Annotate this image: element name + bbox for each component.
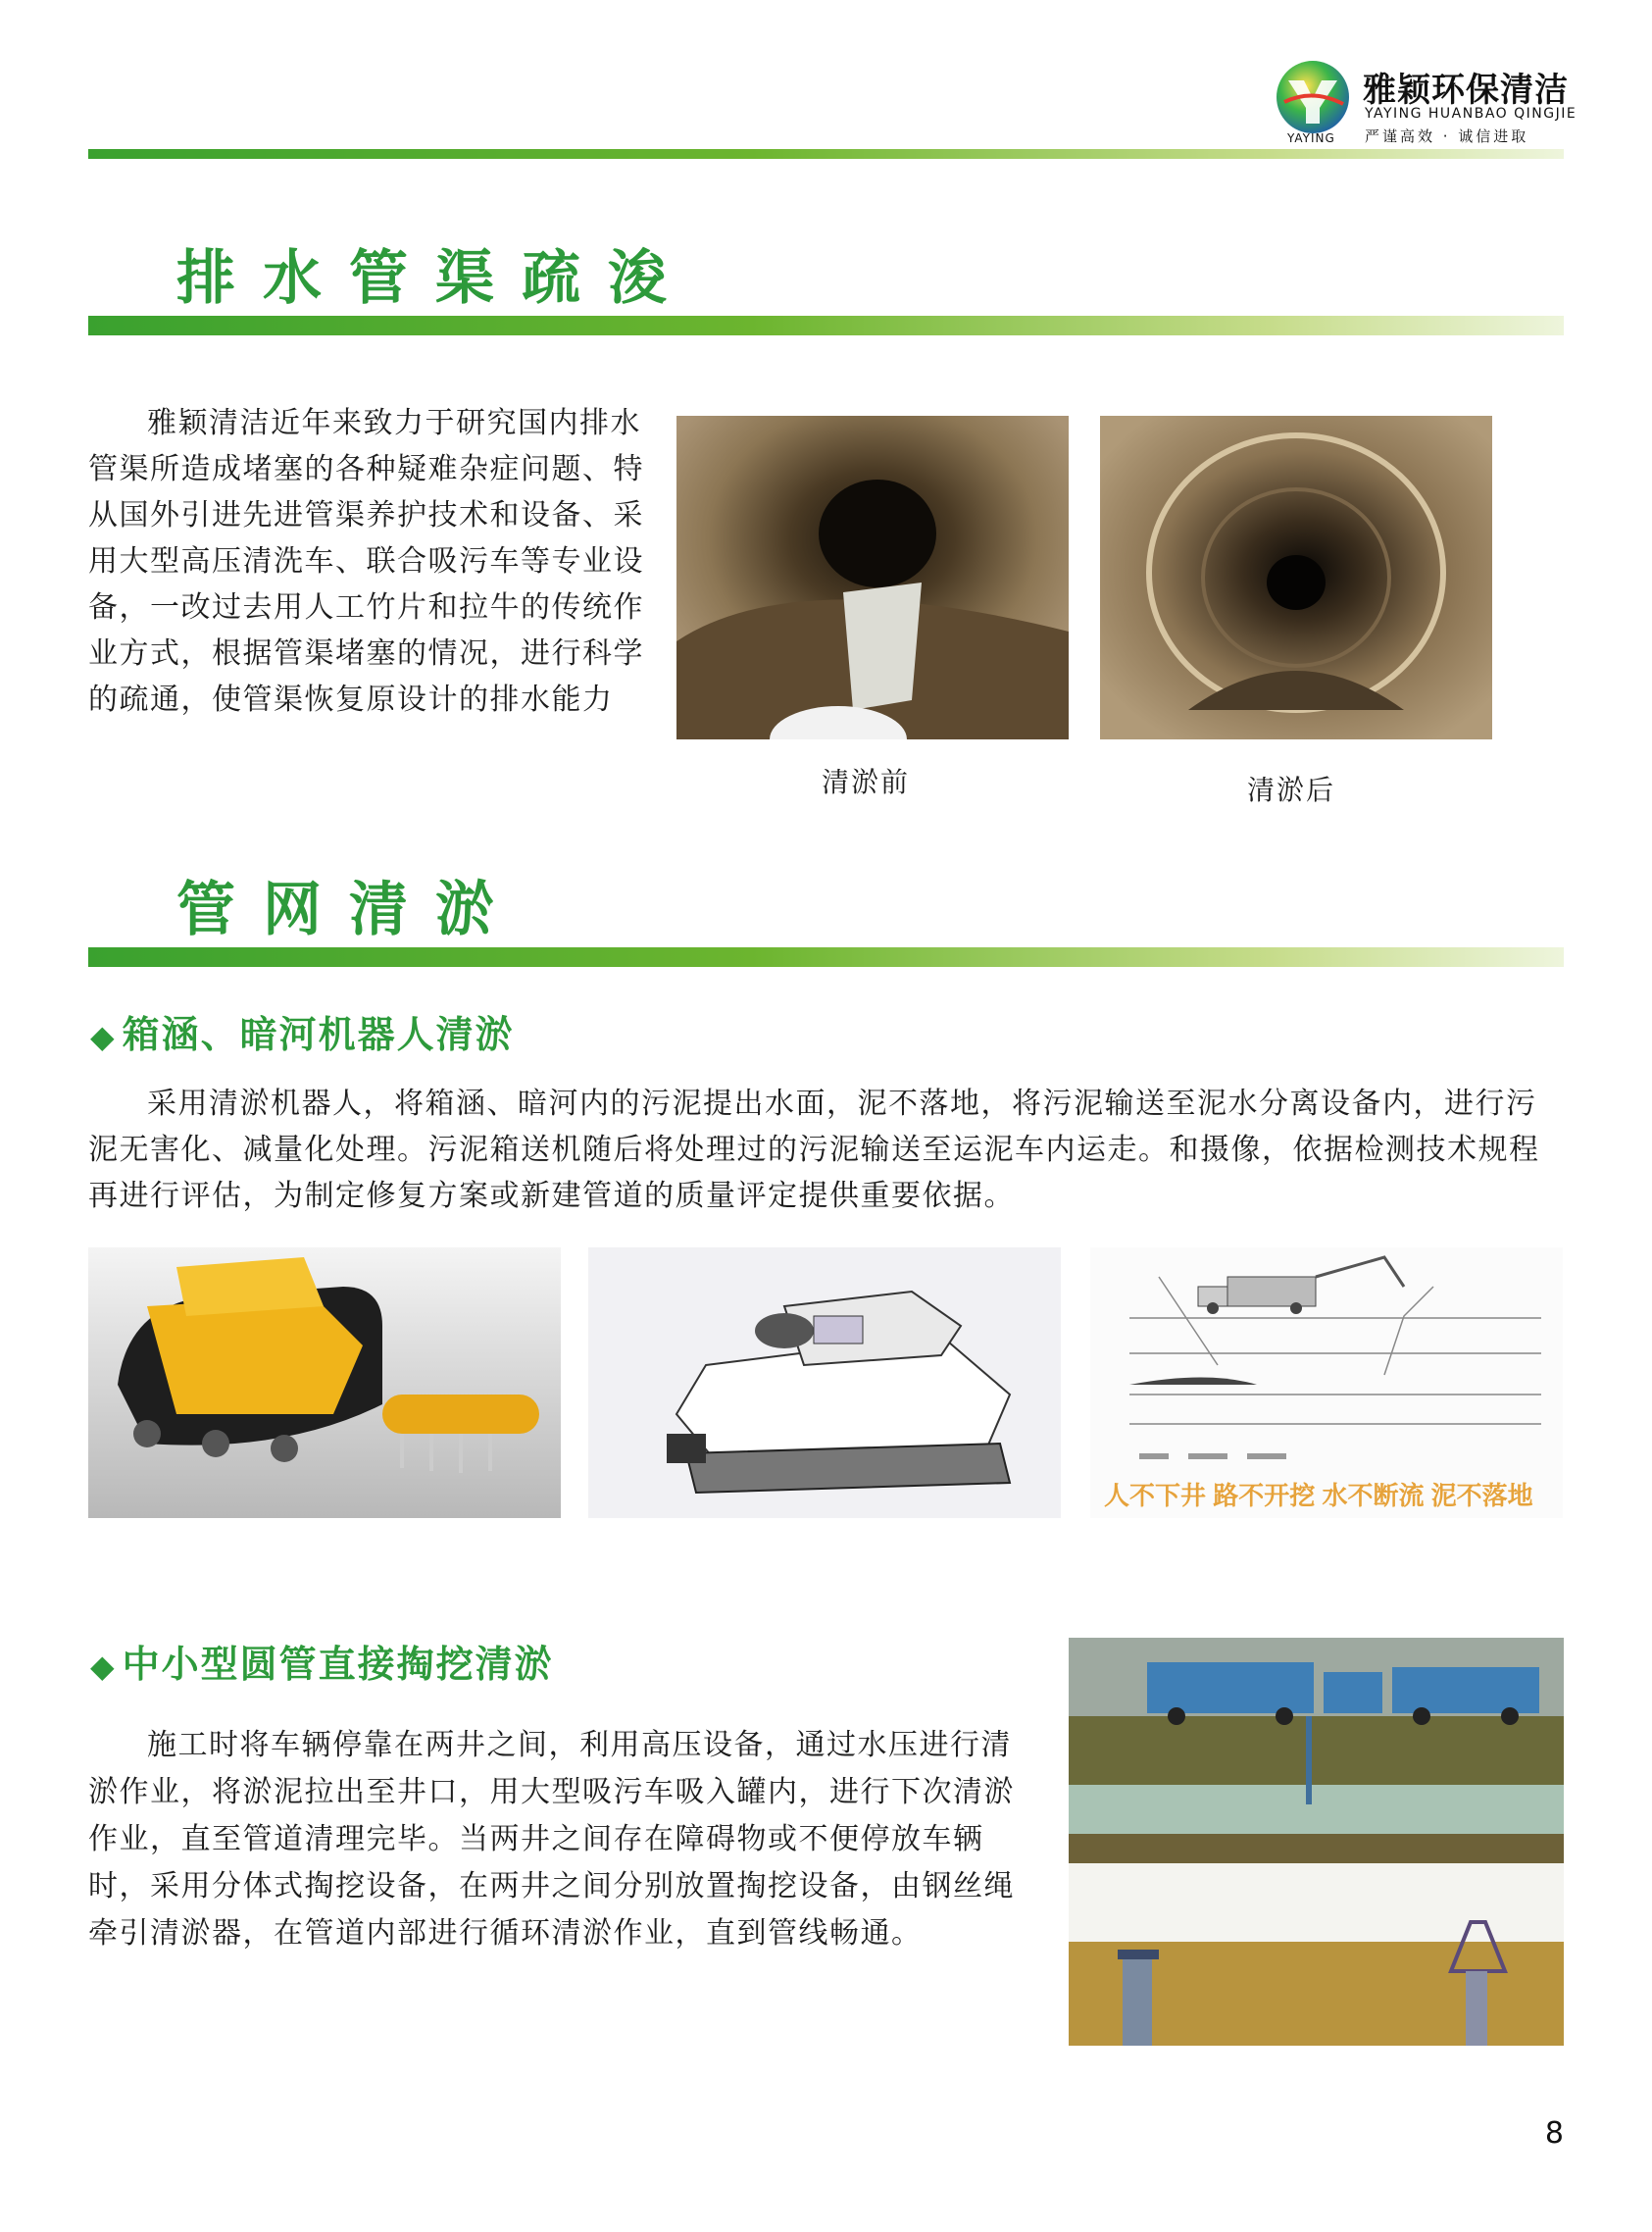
logo-chinese-name: 雅颖环保清洁 bbox=[1363, 71, 1569, 110]
company-slogan: 严谨高效 · 诚信进取 bbox=[1365, 127, 1529, 145]
diagram-slogan: 人不下井 路不开挖 水不断流 泥不落地 bbox=[1104, 1481, 1533, 1510]
diamond-bullet-icon: ◆ bbox=[90, 1018, 117, 1055]
section1-paragraph: 雅颖清洁近年来致力于研究国内排水管渠所造成堵塞的各种疑难杂症问题、特从国外引进先进管渠养护技术和设备、采用大型高压清洗车、联合吸污车等专业设备，一改过去用人工竹片和拉牛的传统作业方式，根据管渠堵塞的情况，进行科学的疏通，使管渠恢复原设计的排水能力 bbox=[88, 406, 644, 717]
subheading-robot-text: 箱涵、暗河机器人清淤 bbox=[122, 1013, 515, 1056]
section-title-dredging: 排水管渠疏浚 bbox=[176, 244, 694, 313]
small-pipe-dredging-paragraph: 施工时将车辆停靠在两井之间，利用高压设备，通过水压进行清淤作业，将淤泥拉出至井口，用大型吸污车吸入罐内，进行下次清淤作业，直至管道清理完毕。当两井之间存在障碍物或不便停放车辆时，采用分体式掏挖设备，在两井之间分别放置掏挖设备，由钢丝绳牵引清淤器，在管道内部进行循环清淤作业，直到管线畅通。 bbox=[88, 1728, 1015, 1951]
pipe-excavation-illustration bbox=[1069, 1638, 1564, 2046]
logo-yaying-text: YAYING bbox=[1287, 131, 1335, 145]
yellow-dredging-robot-image bbox=[88, 1247, 561, 1518]
section-divider-1 bbox=[88, 316, 1564, 335]
robot-dredging-paragraph: 采用清淤机器人，将箱涵、暗河内的污泥提出水面，泥不落地，将污泥输送至泥水分离设备内，进行污泥无害化、减量化处理。污泥箱送机随后将处理过的污泥输送至运泥车内运走。和摄像，依据检测技术规程再进行评估，为制定修复方案或新建管道的质量评定提供重要依据。 bbox=[88, 1087, 1540, 1213]
page-number: 8 bbox=[1544, 2116, 1564, 2151]
header-divider bbox=[88, 149, 1564, 159]
pipe-after-cleaning-photo bbox=[1100, 416, 1492, 739]
caption-before: 清淤前 bbox=[822, 766, 911, 798]
white-robot-render-image bbox=[588, 1247, 1061, 1518]
diamond-bullet-icon: ◆ bbox=[90, 1648, 117, 1685]
dredging-process-diagram bbox=[1090, 1247, 1563, 1518]
section-title-network-dredging: 管网清淤 bbox=[176, 876, 522, 944]
subheading-robot-dredging bbox=[90, 1004, 515, 1058]
company-logo-icon bbox=[1275, 59, 1351, 135]
subheading-small-pipe-text: 中小型圆管直接掏挖清淤 bbox=[122, 1643, 554, 1686]
logo-english-name: YAYING HUANBAO QINGJIE bbox=[1365, 106, 1577, 122]
section-divider-2 bbox=[88, 947, 1564, 967]
caption-after: 清淤后 bbox=[1247, 774, 1336, 806]
pipe-before-cleaning-photo bbox=[676, 416, 1069, 739]
subheading-small-pipe-dredging bbox=[90, 1634, 554, 1688]
